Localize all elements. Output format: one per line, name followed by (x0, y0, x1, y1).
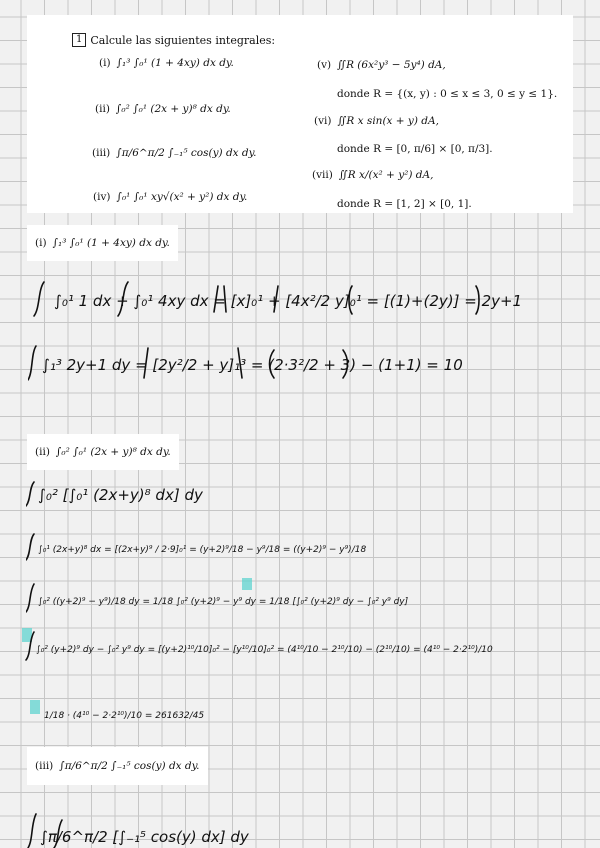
handwritten-text: ∫₀¹ 1 dx + ∫₀¹ 4xy dx = [x]₀¹ + [4x²/2 y]₀¹ = [(1)+(2y)] = 2y+1 (54, 292, 523, 310)
item-label: (ii) (95, 103, 110, 115)
handwritten-line-ii-5 (30, 694, 430, 734)
handwritten-text: ∫₀¹ (2x+y)⁸ dx = [(2x+y)⁹ / 2·9]₀¹ = (y+2)⁹/18 − y⁹/18 = ((y+2)⁹ − y⁹)/18 (38, 545, 367, 555)
handwritten-line-iii-1 (26, 808, 571, 848)
section-label: (i) (35, 237, 47, 249)
item-label: (iii) (92, 147, 111, 159)
problem-header (72, 33, 275, 47)
handwritten-text: ∫₁³ 2y+1 dy = [2y²/2 + y]₁³ = (2·3²/2 + 3) − (1+1) = 10 (42, 356, 463, 374)
problem-item-ii (95, 103, 231, 115)
item-expression: ∫₀¹ ∫₀¹ xy√(x² + y²) dx dy. (116, 191, 248, 203)
section-label: (iii) (35, 760, 54, 772)
handwritten-line-ii-3 (26, 578, 571, 618)
problem-statement-card (27, 15, 573, 213)
problem-item-v (317, 59, 446, 71)
item-expression: ∫π/6^π/2 ∫₋₁⁵ cos(y) dx dy. (116, 147, 257, 159)
item-expression: ∫₀² ∫₀¹ (2x + y)⁸ dx dy. (115, 103, 231, 115)
section-header-iii (27, 747, 208, 785)
problem-item-vii (312, 169, 433, 181)
problem-item-vi-region: donde R = [0, π/6] × [0, π/3]. (337, 143, 493, 155)
highlight-marker (30, 700, 40, 714)
item-expression: ∬R (6x²y³ − 5y⁴) dA, (337, 59, 446, 71)
handwritten-text: ∫₀² (y+2)⁹ dy − ∫₀² y⁹ dy = [(y+2)¹⁰/10]₀² − [y¹⁰/10]₀² = (4¹⁰/10 − 2¹⁰/10) − (2¹⁰/10) = (4¹⁰ − 2·2¹⁰)/10 (36, 645, 493, 655)
item-label: (i) (99, 57, 111, 69)
problem-item-vii-region: donde R = [1, 2] × [0, 1]. (337, 198, 472, 210)
item-label: (v) (317, 59, 332, 71)
highlight-marker (242, 578, 252, 590)
handwritten-line-i-2 (28, 340, 573, 388)
handwritten-line-ii-1 (26, 478, 571, 510)
handwritten-text: ∫₀² ((y+2)⁹ − y⁹)/18 dy = 1/18 ∫₀² (y+2)⁹ − y⁹ dy = 1/18 [∫₀² (y+2)⁹ dy − ∫₀² y⁹ dy] (38, 597, 409, 607)
handwritten-text: 1/18 · (4¹⁰ − 2·2¹⁰)/10 = 261632/45 (44, 711, 205, 721)
section-expression: ∫₁³ ∫₀¹ (1 + 4xy) dx dy. (52, 237, 170, 249)
handwritten-line-i-1 (28, 276, 573, 324)
handwritten-line-ii-2 (26, 530, 571, 564)
problem-item-v-region: donde R = {(x, y) : 0 ≤ x ≤ 3, 0 ≤ y ≤ 1}. (337, 88, 558, 100)
item-expression: ∬R x/(x² + y²) dA, (338, 169, 434, 181)
handwritten-line-ii-4 (22, 626, 570, 666)
item-expression: ∬R x sin(x + y) dA, (337, 115, 439, 127)
item-label: (vi) (314, 115, 332, 127)
handwritten-text: ∫π/6^π/2 [∫₋₁⁵ cos(y) dx] dy (40, 828, 249, 846)
item-label: (vii) (312, 169, 333, 181)
problem-item-vi (314, 115, 439, 127)
problem-item-iv (93, 191, 247, 203)
handwritten-text: ∫₀² [∫₀¹ (2x+y)⁸ dx] dy (38, 486, 203, 504)
item-label: (iv) (93, 191, 111, 203)
problem-item-i (99, 57, 234, 69)
problem-instruction: Calcule las siguientes integrales: (90, 33, 276, 47)
section-expression: ∫π/6^π/2 ∫₋₁⁵ cos(y) dx dy. (59, 760, 200, 772)
section-label: (ii) (35, 446, 50, 458)
problem-number: 1 (72, 33, 86, 47)
section-header-i (27, 225, 178, 261)
section-expression: ∫₀² ∫₀¹ (2x + y)⁸ dx dy. (55, 446, 171, 458)
section-header-ii (27, 434, 179, 470)
problem-item-iii (92, 147, 257, 159)
item-expression: ∫₁³ ∫₀¹ (1 + 4xy) dx dy. (116, 57, 234, 69)
